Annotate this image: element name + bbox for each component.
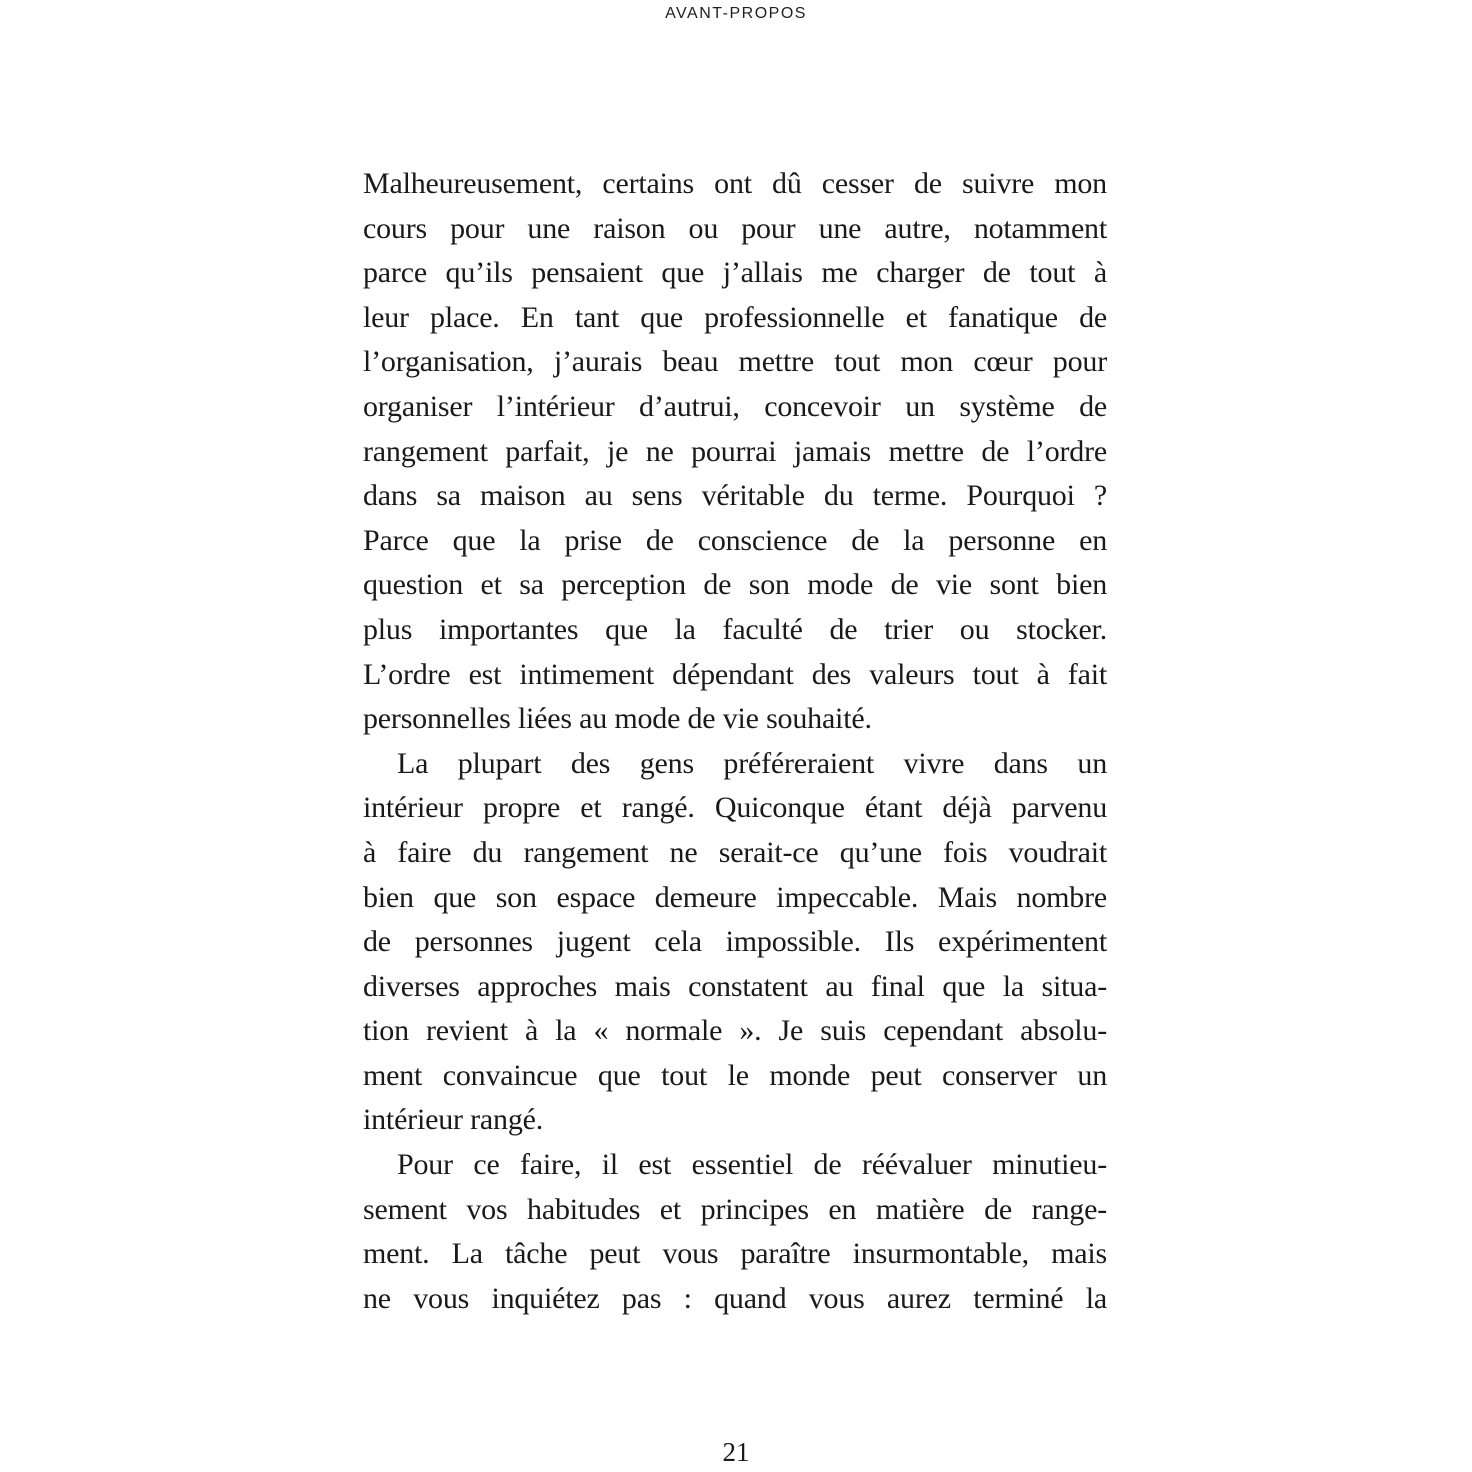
text-line: Malheureusement, certains ont dû cesser de suivre mon	[363, 167, 1107, 200]
text-line: ment. La tâche peut vous paraître insurmontable, mais	[363, 1237, 1107, 1271]
text-line: question et sa perception de son mode de vie sont bien	[363, 568, 1107, 602]
text-line: l’organisation, j’aurais beau mettre tout mon cœur pour	[363, 345, 1107, 379]
paragraph	[363, 1143, 1107, 1321]
text-line: La plupart des gens préféreraient vivre dans un	[397, 746, 1107, 780]
text-line: intérieur rangé.	[363, 1103, 544, 1137]
text-line: Parce que la prise de conscience de la personne en	[363, 523, 1107, 557]
text-line: bien que son espace demeure impeccable. Mais nombre	[363, 880, 1107, 914]
paragraph	[363, 742, 1107, 1143]
text-line: dans sa maison au sens véritable du terme. Pourquoi ?	[363, 479, 1107, 513]
page-number: 21	[722, 1437, 750, 1467]
text-line: L’ordre est intimement dépendant des valeurs tout à fait	[363, 657, 1107, 691]
text-line: personnelles liées au mode de vie souhaité.	[363, 702, 872, 736]
text-line: organiser l’intérieur d’autrui, concevoir un système de	[363, 389, 1107, 423]
text-line: de personnes jugent cela impossible. Ils expérimentent	[363, 925, 1107, 959]
text-line: diverses approches mais constatent au final que la situa-	[363, 969, 1107, 1003]
body-text	[363, 162, 1107, 1321]
paragraph	[363, 162, 1107, 742]
running-header: AVANT-PROPOS	[665, 5, 807, 22]
text-line: intérieur propre et rangé. Quiconque étant déjà parvenu	[363, 791, 1107, 825]
text-line: parce qu’ils pensaient que j’allais me charger de tout à	[363, 256, 1107, 290]
text-line: ne vous inquiétez pas : quand vous aurez terminé la	[363, 1281, 1107, 1315]
text-line: tion revient à la « normale ». Je suis cependant absolu-	[363, 1014, 1107, 1048]
text-line: leur place. En tant que professionnelle et fanatique de	[363, 300, 1107, 334]
text-line: plus importantes que la faculté de trier ou stocker.	[363, 612, 1107, 646]
text-line: ment convaincue que tout le monde peut conserver un	[363, 1058, 1107, 1092]
text-line: Pour ce faire, il est essentiel de réévaluer minutieu-	[397, 1148, 1107, 1182]
text-line: rangement parfait, je ne pourrai jamais mettre de l’ordre	[363, 434, 1107, 468]
text-line: à faire du rangement ne serait-ce qu’une fois voudrait	[363, 835, 1107, 869]
text-line: sement vos habitudes et principes en matière de range-	[363, 1192, 1107, 1226]
text-line: cours pour une raison ou pour une autre, notamment	[363, 211, 1107, 245]
